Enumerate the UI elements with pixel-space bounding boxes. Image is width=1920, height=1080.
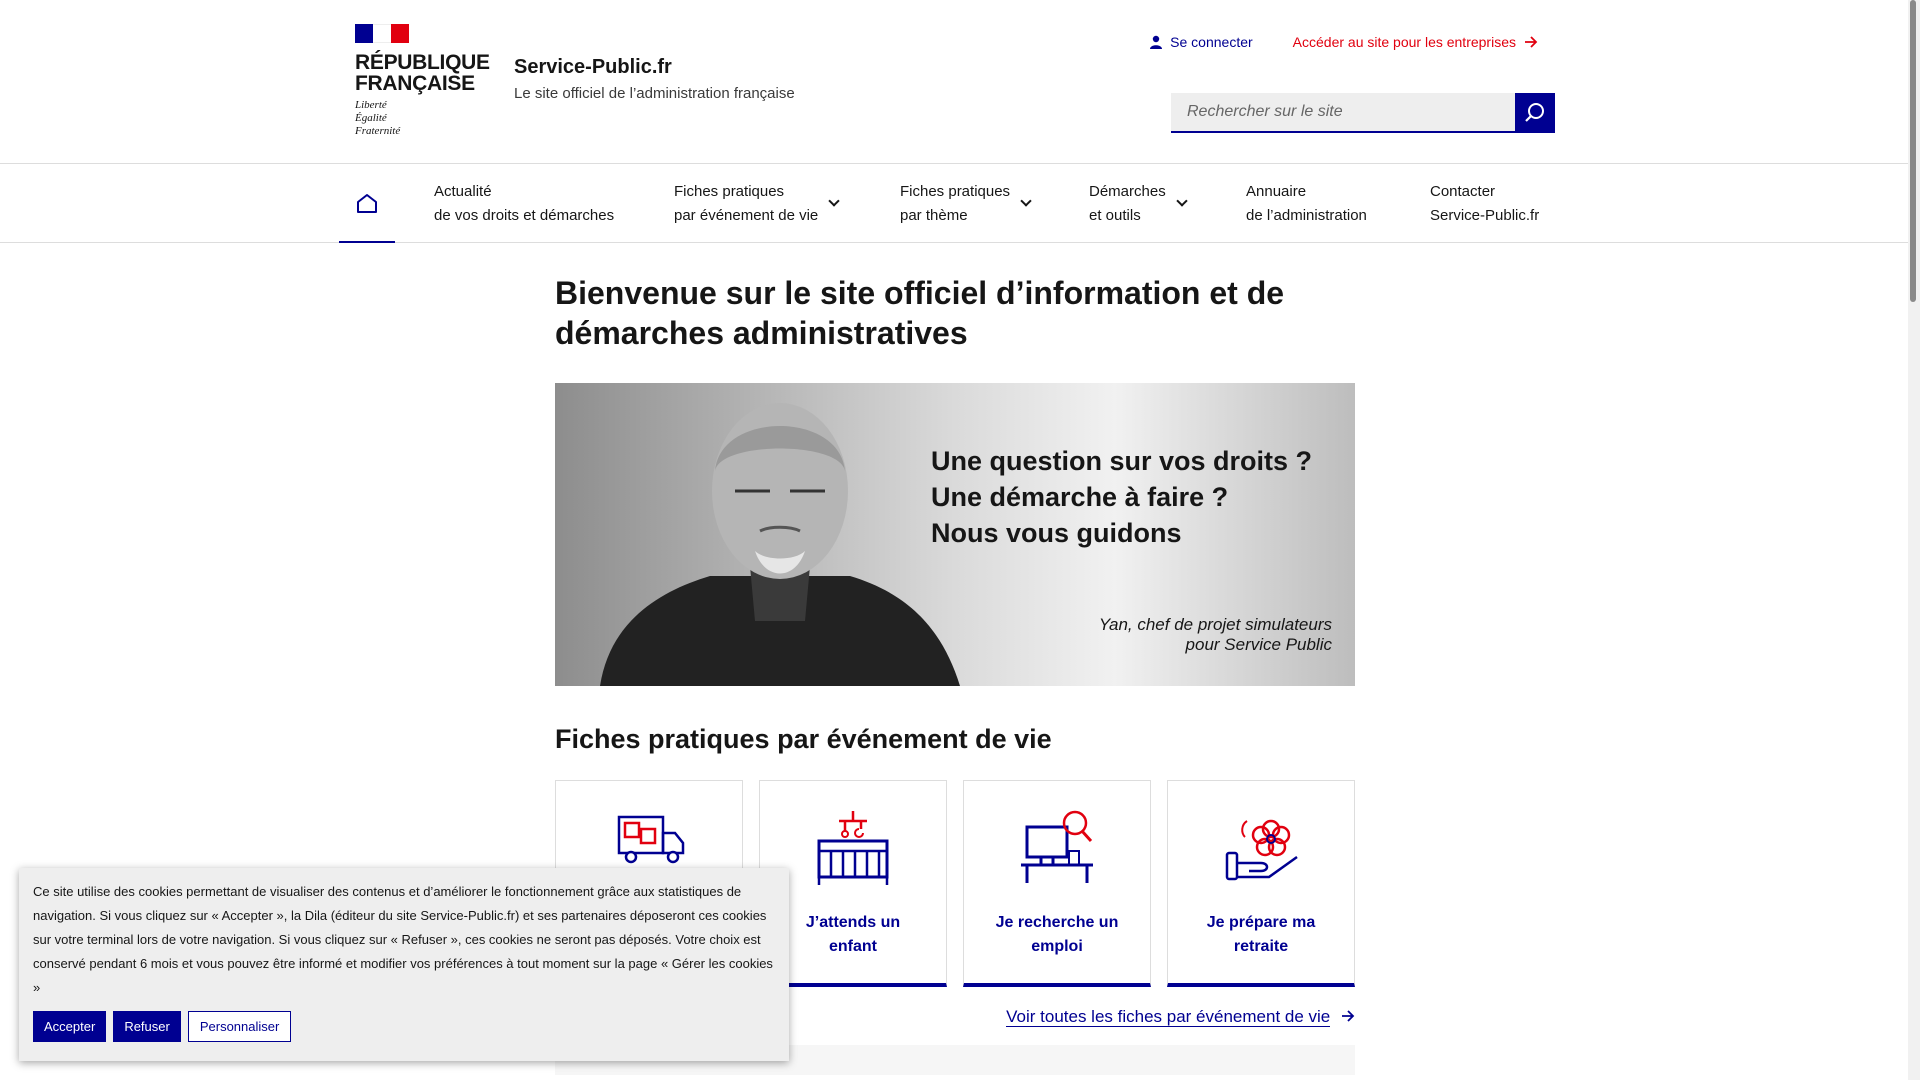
login-label: Se connecter [1170,34,1253,50]
rf-title: RÉPUBLIQUE FRANÇAISE [355,51,490,95]
chevron-down-icon [1176,195,1187,206]
job-search-desk-icon [1017,807,1097,887]
chevron-down-icon [1020,195,1031,206]
devise: Liberté Égalité Fraternité [355,99,401,137]
nav-home[interactable] [339,164,395,243]
business-link-label: Accéder au site pour les entreprises [1292,34,1516,50]
card-je-prepare-ma-retraite[interactable] [1167,780,1355,987]
hero-banner [555,383,1355,686]
retirement-flower-hand-icon [1221,807,1301,887]
republique-francaise-logo[interactable] [355,24,490,138]
cookie-banner [19,868,789,1061]
arrow-right-icon [1341,1010,1355,1022]
search-bar [1171,93,1555,133]
nav-item-annuaire[interactable]: Annuaire de l’administration [1246,183,1367,224]
cookie-buttons [33,1011,775,1042]
cookie-text: Ce site utilise des cookies permettant de visualiser des contenus et d’améliorer le fonctionnement grâce aux statistiques de navigation. Si vous cliquez sur « Accepter », la Dila (éditeur du site Service-Public.fr) et ses partenaires déposeront ces cookies sur votre terminal lors de votre navigation. Si vous cliquez sur « Refuser », ces cookies ne seront pas déposés. Votre choix est conservé pendant 6 mois et vous pouvez être informé et modifier vos préférences à tout moment sur la page « Gérer les cookies » [33,884,773,995]
accept-cookies-button[interactable]: Accepter [33,1011,106,1042]
main-navigation [0,163,1908,243]
hero-headline: Une question sur vos droits ? Une démarche à faire ? Nous vous guidons [931,446,1313,548]
search-button[interactable] [1515,93,1555,133]
customize-cookies-button[interactable]: Personnaliser [188,1011,292,1042]
scrollbar-thumb[interactable] [1910,0,1916,302]
see-all-label: Voir toutes les fiches par événement de vie [1006,1007,1331,1026]
nav-item-evenement-de-vie[interactable]: Fiches pratiques par événement de vie [674,180,838,228]
search-input[interactable] [1171,93,1515,133]
card-label: J’attends un enfant [805,914,901,955]
arrow-right-icon [1524,36,1538,48]
nav-item-demarches[interactable]: Démarches et outils [1089,180,1186,228]
card-label: Je prépare ma retraite [1206,914,1316,955]
login-link[interactable] [1150,34,1253,50]
person-portrait-image [600,391,960,686]
hero-caption: Yan, chef de projet simulateurs pour Service Public [1098,615,1332,654]
page-scrollbar[interactable] [1908,0,1920,1080]
refuse-cookies-button[interactable]: Refuser [113,1011,181,1042]
moving-truck-icon [609,807,689,867]
home-icon [356,193,378,213]
section-title: Fiches pratiques par événement de vie [555,724,1052,754]
nav-item-par-theme[interactable]: Fiches pratiques par thème [900,180,1030,228]
marianne-flag-icon [355,24,409,43]
user-icon [1150,35,1162,49]
site-header [0,0,1908,163]
nav-item-contacter[interactable]: Contacter Service-Public.fr [1430,183,1540,224]
tool-links [1150,34,1538,50]
site-title[interactable]: Service-Public.fr [514,56,672,78]
site-tagline: Le site officiel de l’administration française [514,85,795,102]
page-title: Bienvenue sur le site officiel d’information et de démarches administratives [555,275,1285,351]
business-site-link[interactable] [1293,34,1538,50]
nav-item-actualite[interactable]: Actualité de vos droits et démarches [434,183,615,224]
search-icon [1524,102,1546,124]
chevron-down-icon [829,195,840,206]
card-je-recherche-un-emploi[interactable] [963,780,1151,987]
baby-crib-icon [813,807,893,887]
card-label: Je recherche un emploi [995,914,1119,955]
